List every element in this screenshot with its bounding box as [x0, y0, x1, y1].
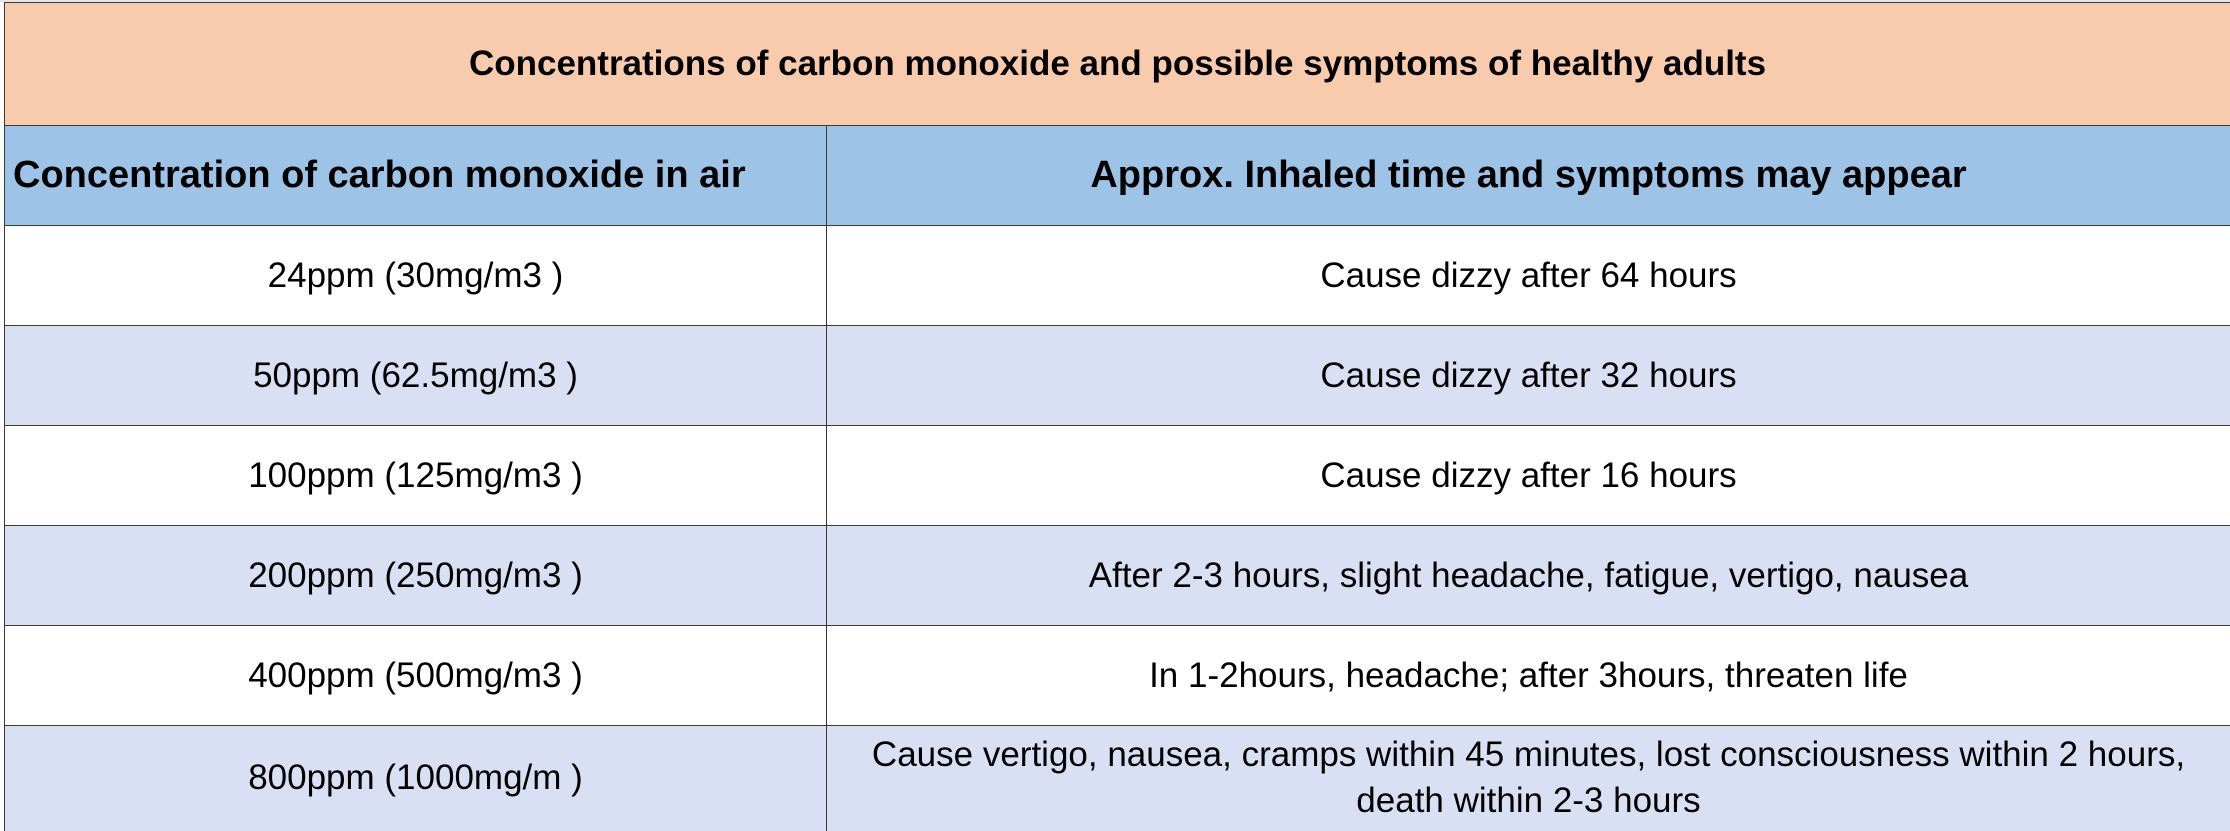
symptoms-cell[interactable]: Cause dizzy after 32 hours [827, 326, 2230, 426]
table-row [5, 626, 2230, 726]
table-title[interactable]: Concentrations of carbon monoxide and possible symptoms of healthy adults [5, 3, 2230, 126]
symptoms-cell[interactable]: Cause vertigo, nausea, cramps within 45 minutes, lost consciousness within 2 hours, death within 2-3 hours [827, 726, 2230, 831]
header-symptoms[interactable]: Approx. Inhaled time and symptoms may appear [827, 126, 2230, 226]
symptoms-cell[interactable]: Cause dizzy after 16 hours [827, 426, 2230, 526]
symptoms-cell[interactable]: In 1-2hours, headache; after 3hours, threaten life [827, 626, 2230, 726]
co-symptoms-table [4, 2, 2230, 831]
table-row [5, 526, 2230, 626]
symptoms-cell[interactable]: After 2-3 hours, slight headache, fatigue, vertigo, nausea [827, 526, 2230, 626]
table-row [5, 326, 2230, 426]
concentration-cell[interactable]: 50ppm (62.5mg/m3 ) [5, 326, 827, 426]
title-row [5, 3, 2230, 126]
concentration-cell[interactable]: 200ppm (250mg/m3 ) [5, 526, 827, 626]
concentration-cell[interactable]: 24ppm (30mg/m3 ) [5, 226, 827, 326]
table-row [5, 226, 2230, 326]
symptoms-cell[interactable]: Cause dizzy after 64 hours [827, 226, 2230, 326]
table-row [5, 726, 2230, 831]
concentration-cell[interactable]: 100ppm (125mg/m3 ) [5, 426, 827, 526]
concentration-cell[interactable]: 800ppm (1000mg/m ) [5, 726, 827, 831]
table-row [5, 426, 2230, 526]
header-row [5, 126, 2230, 226]
header-concentration[interactable]: Concentration of carbon monoxide in air [5, 126, 827, 226]
concentration-cell[interactable]: 400ppm (500mg/m3 ) [5, 626, 827, 726]
